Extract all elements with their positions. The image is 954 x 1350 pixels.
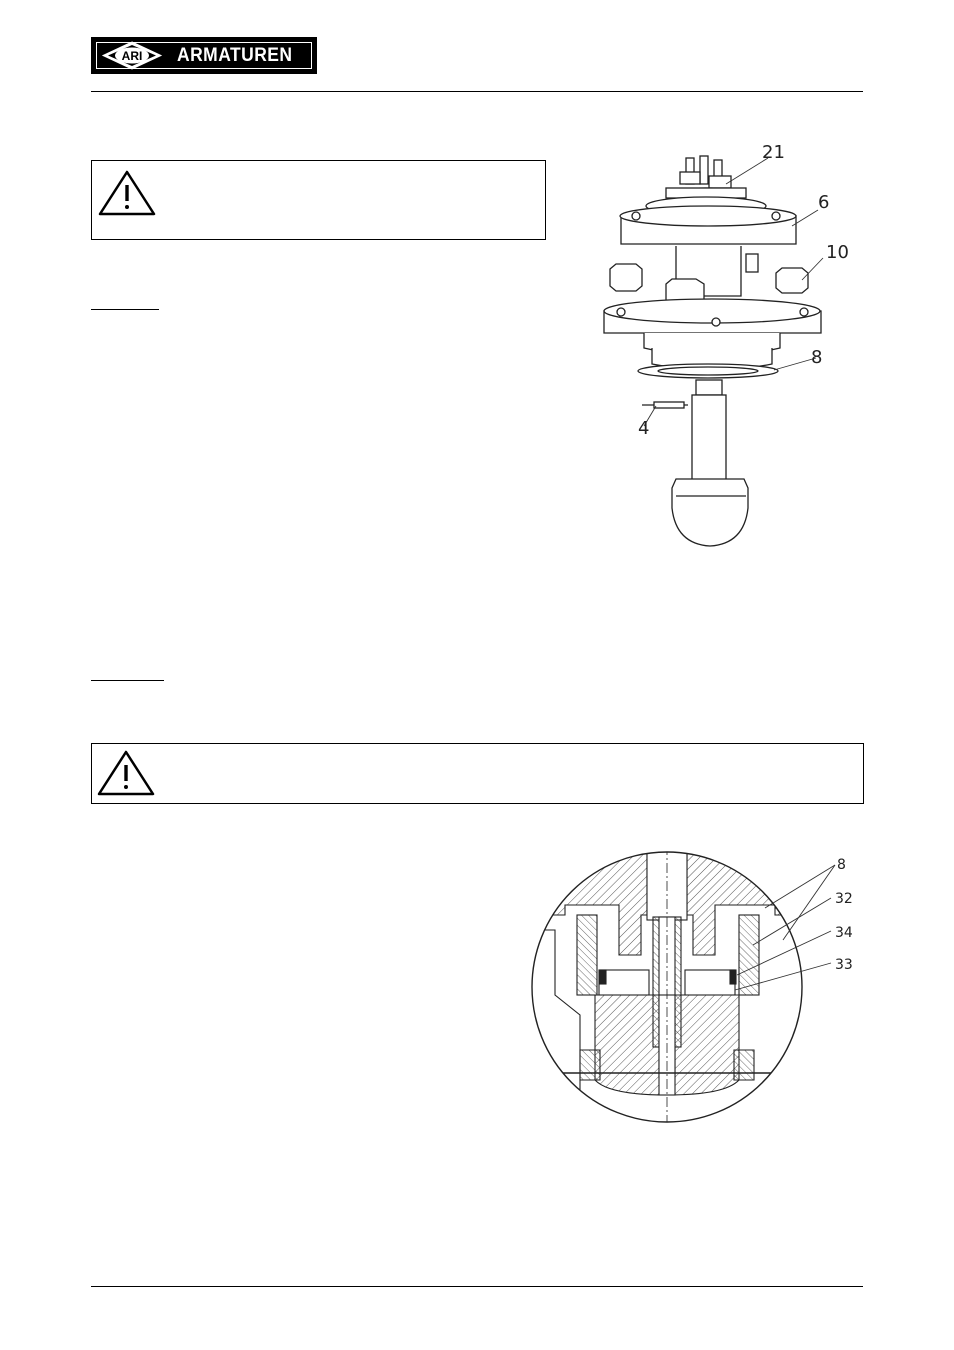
callout-21: 21 xyxy=(762,142,785,163)
section-heading-underline-2 xyxy=(91,680,164,681)
ari-badge-icon xyxy=(101,41,163,70)
sectional-detail-figure xyxy=(525,845,870,1125)
callout-33: 33 xyxy=(835,957,853,973)
warning-triangle-icon xyxy=(96,749,156,797)
warning-box-1 xyxy=(91,160,546,240)
callout-34: 34 xyxy=(835,925,853,941)
callout-32: 32 xyxy=(835,891,853,907)
warning-box-2 xyxy=(91,743,864,804)
bonnet-assembly-figure xyxy=(596,136,866,556)
section-heading-underline-1 xyxy=(91,309,159,310)
callout-6: 6 xyxy=(818,192,830,213)
header-rule xyxy=(91,91,863,92)
warning-triangle-icon xyxy=(97,169,157,217)
callout-10: 10 xyxy=(826,242,849,263)
logo-badge-text: ARI xyxy=(121,49,143,63)
callout-8: 8 xyxy=(837,857,846,873)
logo-text: ARMATUREN xyxy=(177,45,293,66)
callout-8: 8 xyxy=(811,347,823,368)
company-logo xyxy=(91,37,317,74)
footer-rule xyxy=(91,1286,863,1287)
callout-4: 4 xyxy=(638,418,650,439)
